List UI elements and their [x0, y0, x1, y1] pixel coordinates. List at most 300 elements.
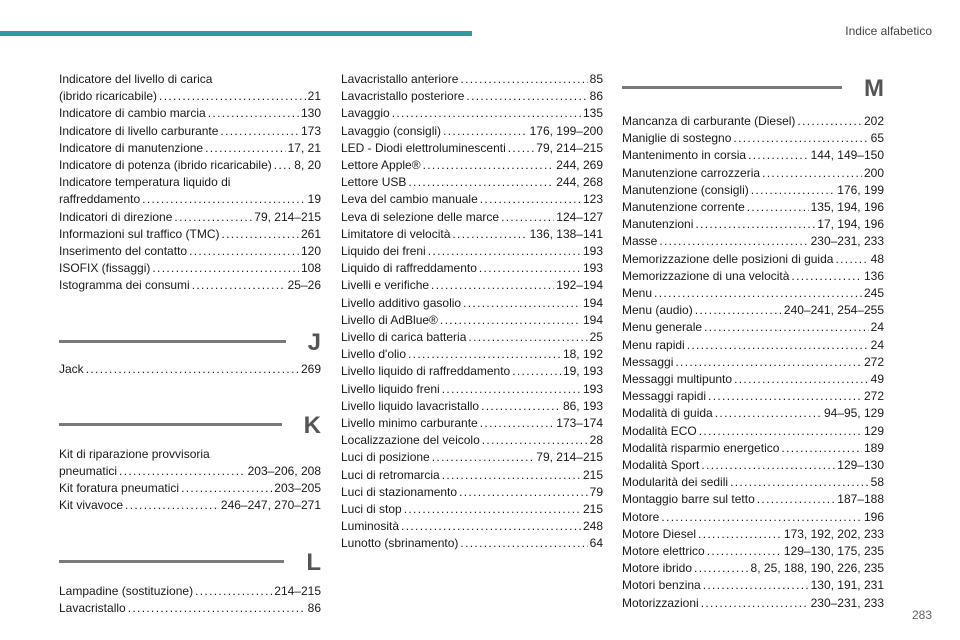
dot-leader	[480, 415, 555, 432]
index-entry-text: Luci di stazionamento	[341, 484, 458, 499]
index-entry	[622, 199, 884, 216]
index-entry-pages: 21	[307, 89, 321, 104]
index-entry	[59, 583, 321, 600]
index-entry-text: Modalità ECO	[622, 423, 697, 438]
dot-leader	[781, 440, 862, 457]
index-entry-text: Livello d'olio	[341, 347, 406, 362]
dot-leader	[195, 583, 272, 600]
index-entry-pages: 230–231, 233	[810, 234, 884, 249]
index-entry	[59, 209, 321, 226]
index-entry-row	[622, 457, 884, 474]
dot-leader	[443, 123, 528, 140]
index-entry	[59, 480, 321, 497]
header-accent-bar	[0, 31, 472, 36]
index-entry-row	[622, 268, 884, 285]
index-entry-row	[341, 105, 603, 122]
index-entry	[341, 329, 603, 346]
index-entry	[341, 381, 603, 398]
dot-leader	[695, 216, 815, 233]
index-entry-text: Lavaggio (consigli)	[341, 123, 442, 138]
dot-leader	[695, 302, 782, 319]
index-entry-row	[622, 113, 884, 130]
index-entry-pages: 245	[863, 286, 884, 301]
index-entry-row	[341, 415, 603, 432]
section-header-j	[59, 329, 321, 357]
index-entry	[341, 191, 603, 208]
index-entry	[622, 251, 884, 268]
index-entry	[59, 361, 321, 378]
index-entry-pages: 215	[582, 467, 603, 482]
dot-leader	[86, 361, 299, 378]
index-entry	[59, 446, 321, 480]
index-entry-pages: 269	[300, 361, 321, 376]
index-entry	[622, 491, 884, 508]
index-entry-row	[59, 157, 321, 174]
section-letter-l: L	[306, 548, 321, 576]
index-entry-row	[341, 140, 603, 157]
index-entry-pages: 129–130, 175, 235	[783, 544, 884, 559]
index-entry	[59, 277, 321, 294]
index-entry-pages: 136, 138–141	[529, 226, 603, 241]
index-entry-pages: 193	[582, 381, 603, 396]
index-entry-pages: 48	[870, 251, 884, 266]
index-entry-text: Maniglie di sostegno	[622, 131, 732, 146]
index-entry-text: Indicatori di direzione	[59, 209, 173, 224]
entries-k	[59, 446, 321, 515]
index-entry-text: Lavacristallo posteriore	[341, 89, 465, 104]
index-entry	[622, 113, 884, 130]
index-entry	[622, 543, 884, 560]
index-entry-text: Motorizzazioni	[622, 595, 699, 610]
index-entry-text: Mantenimento in corsia	[622, 148, 747, 163]
index-entry-pages: 25	[589, 330, 603, 345]
index-entry	[622, 440, 884, 457]
index-entry-pages: 8, 25, 188, 190, 226, 235	[750, 561, 884, 576]
index-column-2	[341, 71, 603, 553]
dot-leader	[466, 88, 587, 105]
dot-leader	[659, 233, 808, 250]
index-entry	[622, 354, 884, 371]
index-entry	[341, 140, 603, 157]
index-entry	[622, 147, 884, 164]
index-entry-pages: 244, 268	[556, 175, 603, 190]
index-entry	[341, 312, 603, 329]
index-entry-row	[622, 560, 884, 577]
index-entry-text: Menu	[622, 286, 653, 301]
index-entry-row	[341, 157, 603, 174]
index-entry	[341, 449, 603, 466]
index-entry-pages: 240–241, 254–255	[783, 303, 884, 318]
index-entry-row	[341, 209, 603, 226]
entries-j	[59, 361, 321, 378]
index-entry-row	[341, 329, 603, 346]
index-entry-row	[622, 577, 884, 594]
index-entry-pages: 135	[582, 106, 603, 121]
index-entry-text: Lettore Apple®	[341, 158, 421, 173]
index-entry	[341, 260, 603, 277]
dot-leader	[835, 251, 868, 268]
index-entry-pages: 79, 214–215	[536, 140, 603, 155]
index-entry-text-line: Indicatore del livello di carica	[59, 72, 213, 86]
index-entry-text: Livello additivo gasolio	[341, 295, 462, 310]
index-entry	[622, 577, 884, 594]
index-entry-text: Indicatore di manutenzione	[59, 140, 204, 155]
index-entry-text: pneumatici	[59, 464, 118, 479]
section-header-k	[59, 412, 321, 440]
index-entry-row	[59, 105, 321, 122]
index-entry	[341, 71, 603, 88]
index-entry	[622, 268, 884, 285]
index-entry-pages: 261	[300, 226, 321, 241]
index-entry-text: Memorizzazione delle posizioni di guida	[622, 251, 834, 266]
index-entry-pages: 25–26	[287, 278, 321, 293]
index-entry-text: Liquido dei freni	[341, 244, 426, 259]
index-entry-text: Manutenzione corrente	[622, 200, 745, 215]
dot-leader	[119, 463, 246, 480]
index-entry-text: Livello di AdBlue®	[341, 312, 438, 327]
index-entry-pages: 86	[307, 600, 321, 615]
index-entry-pages: 215	[582, 502, 603, 517]
dot-leader	[481, 398, 561, 415]
index-entry-pages: 120	[300, 244, 321, 259]
index-entry-row	[622, 233, 884, 250]
index-entry-pages: 248	[582, 519, 603, 534]
dot-leader	[192, 277, 286, 294]
dot-leader	[274, 157, 293, 174]
section-rule	[59, 423, 282, 426]
dot-leader	[508, 140, 535, 157]
index-entry-row	[341, 88, 603, 105]
index-entry-row	[341, 277, 603, 294]
index-entry-text: Menu (audio)	[622, 303, 693, 318]
index-entry-row	[341, 381, 603, 398]
index-entry	[622, 182, 884, 199]
index-entry-text: Manutenzione (consigli)	[622, 182, 749, 197]
dot-leader	[128, 600, 306, 617]
index-entry-pages: 108	[300, 261, 321, 276]
index-entry-text: Menu rapidi	[622, 337, 685, 352]
index-entry	[341, 501, 603, 518]
index-entry-pages: 187–188	[837, 492, 884, 507]
index-entry-text: Masse	[622, 234, 658, 249]
index-entry	[341, 226, 603, 243]
index-entry-pages: 244, 269	[556, 158, 603, 173]
index-entry	[59, 243, 321, 260]
index-entry	[622, 130, 884, 147]
index-entry	[59, 226, 321, 243]
index-entry-text: Motore elettrico	[622, 544, 705, 559]
index-entry-text: Modalità di guida	[622, 406, 713, 421]
dot-leader	[480, 191, 581, 208]
index-entry-row	[622, 165, 884, 182]
index-entry-row	[341, 449, 603, 466]
index-entry-text: Luci di retromarcia	[341, 467, 440, 482]
index-entry-text: Montaggio barre sul tetto	[622, 492, 755, 507]
index-entry	[622, 337, 884, 354]
index-entry	[341, 535, 603, 552]
dot-leader	[703, 577, 809, 594]
index-entry-pages: 79	[589, 484, 603, 499]
dot-leader	[205, 140, 286, 157]
index-entry-text: Messaggi multipunto	[622, 372, 733, 387]
index-entry-row	[622, 423, 884, 440]
dot-leader	[468, 329, 587, 346]
dot-leader	[694, 560, 749, 577]
index-entry-row	[622, 440, 884, 457]
dot-leader	[174, 209, 252, 226]
index-entry	[341, 209, 603, 226]
index-entry-row	[341, 535, 603, 552]
dot-leader	[747, 199, 809, 216]
index-entry	[622, 233, 884, 250]
index-entry-pages: 86, 193	[562, 398, 603, 413]
index-entry-text: Lettore USB	[341, 175, 407, 190]
index-entry-row	[341, 123, 603, 140]
index-entry	[341, 415, 603, 432]
index-entry-text: Luci di stop	[341, 502, 402, 517]
index-entry-text: Lampadine (sostituzione)	[59, 583, 194, 598]
index-entry-row	[59, 583, 321, 600]
index-entry-pages: 272	[863, 354, 884, 369]
index-entry-row	[622, 147, 884, 164]
index-entry-pages: 192–194	[556, 278, 603, 293]
dot-leader	[512, 363, 561, 380]
index-entry-text: Livello minimo carburante	[341, 416, 478, 431]
index-entry-text: Manutenzioni	[622, 217, 694, 232]
index-entry-row	[622, 216, 884, 233]
index-entry-text: Motore Diesel	[622, 526, 697, 541]
index-entry-pages: 64	[589, 536, 603, 551]
entries-l	[59, 583, 321, 617]
index-entry-text: Lavacristallo	[59, 600, 126, 615]
index-entry-pages: 176, 199–200	[529, 123, 603, 138]
dot-leader	[501, 209, 554, 226]
index-entry-row	[59, 260, 321, 277]
dot-leader	[460, 535, 587, 552]
index-entry-row	[341, 226, 603, 243]
index-entry-text: Lavaggio	[341, 106, 390, 121]
index-entry	[622, 423, 884, 440]
index-entry-text: Mancanza di carburante (Diesel)	[622, 114, 796, 128]
index-entry	[341, 277, 603, 294]
dot-leader	[757, 491, 836, 508]
dot-leader	[704, 319, 869, 336]
index-entry	[59, 174, 321, 208]
index-entry-pages: 189	[863, 440, 884, 455]
dot-leader	[708, 388, 862, 405]
dot-leader	[401, 518, 581, 535]
index-entry-row	[341, 346, 603, 363]
dot-leader	[208, 105, 299, 122]
dot-leader	[221, 226, 298, 243]
dot-leader	[707, 543, 782, 560]
index-entry	[622, 509, 884, 526]
index-entry-text: Modalità risparmio energetico	[622, 440, 780, 455]
index-entry-row	[59, 140, 321, 157]
index-entry-text: Indicatore di potenza (ibrido ricaricabile)	[59, 158, 272, 173]
dot-leader	[701, 595, 809, 612]
index-entry	[59, 600, 321, 617]
index-entry-row	[622, 182, 884, 199]
index-entry	[622, 302, 884, 319]
index-entry-row	[341, 71, 603, 88]
index-entry-text: Inserimento del contatto	[59, 244, 188, 259]
index-entry-row	[341, 260, 603, 277]
index-entry-text: Lavacristallo anteriore	[341, 72, 459, 86]
dot-leader	[762, 165, 862, 182]
index-entry-row	[59, 191, 321, 208]
index-entry-pages: 123	[582, 192, 603, 207]
dot-leader	[181, 480, 272, 497]
index-entry-row	[341, 398, 603, 415]
dot-leader	[791, 268, 862, 285]
index-entry-text: Kit foratura pneumatici	[59, 481, 180, 496]
index-entry	[622, 319, 884, 336]
dot-leader	[699, 423, 862, 440]
index-entry-pages: 193	[582, 244, 603, 259]
index-entry-pages: 173–174	[556, 416, 603, 431]
index-entry-text: Leva del cambio manuale	[341, 192, 478, 207]
section-rule	[59, 340, 286, 343]
index-entry-pages: 19, 193	[562, 364, 603, 379]
index-entry-text: Livelli e verifiche	[341, 278, 430, 293]
dot-leader	[408, 346, 561, 363]
index-entry-row	[622, 285, 884, 302]
index-entry-text: Liquido di raffreddamento	[341, 261, 477, 276]
dot-leader	[734, 371, 869, 388]
dot-leader	[463, 295, 581, 312]
index-entry-row	[622, 337, 884, 354]
index-entry-row	[622, 405, 884, 422]
index-entry-pages: 79, 214–215	[536, 450, 603, 465]
dot-leader	[675, 354, 862, 371]
index-entry-row	[341, 174, 603, 191]
index-entry	[341, 432, 603, 449]
index-entry-text: raffreddamento	[59, 192, 141, 207]
index-entry-row	[622, 354, 884, 371]
index-entry-text: Memorizzazione di una velocità	[622, 268, 790, 283]
index-entry-pages: 272	[863, 389, 884, 404]
index-entry	[622, 405, 884, 422]
dot-leader	[751, 182, 836, 199]
index-entry-pages: 230–231, 233	[810, 595, 884, 610]
page-header-title: Indice alfabetico	[845, 24, 932, 38]
index-entry-pages: 130	[300, 106, 321, 121]
index-entry-text-line: Kit di riparazione provvisoria	[59, 446, 210, 461]
index-entry	[341, 518, 603, 535]
index-entry-text: Livello liquido freni	[341, 381, 440, 396]
index-entry-row	[622, 509, 884, 526]
dot-leader	[432, 449, 535, 466]
index-entry-row	[622, 388, 884, 405]
index-entry-pages: 28	[589, 433, 603, 448]
dot-leader	[392, 105, 581, 122]
index-entry-pages: 130, 191, 231	[810, 578, 884, 593]
dot-leader	[701, 457, 835, 474]
index-entry-pages: 135, 194, 196	[810, 200, 884, 215]
dot-leader	[460, 71, 587, 88]
index-entry-text: Manutenzione carrozzeria	[622, 165, 761, 180]
index-entry-row	[622, 130, 884, 147]
index-entry-text: (ibrido ricaricabile)	[59, 89, 158, 104]
index-entry-row	[59, 361, 321, 378]
index-entry-row	[622, 474, 884, 491]
index-entry-pages: 18, 192	[562, 347, 603, 362]
dot-leader	[159, 88, 306, 105]
index-column-1	[59, 71, 321, 617]
index-entry-row	[59, 463, 321, 480]
index-entry-row	[341, 243, 603, 260]
index-entry-text-line: Indicatore temperatura liquido di	[59, 175, 231, 190]
section-header-l	[59, 549, 321, 577]
dot-leader	[440, 312, 581, 329]
index-entry-pages: 79, 214–215	[254, 209, 321, 224]
dot-leader	[661, 509, 862, 526]
dot-leader	[408, 174, 554, 191]
index-entry	[341, 243, 603, 260]
page-number: 283	[911, 608, 932, 622]
index-entry-text: Jack	[59, 361, 84, 376]
index-entry-row	[622, 302, 884, 319]
index-entry-pages: 129–130	[837, 458, 884, 473]
index-entry-pages: 86	[589, 89, 603, 104]
index-entry-row	[341, 295, 603, 312]
index-entry	[622, 474, 884, 491]
dot-leader	[452, 226, 527, 243]
index-entry	[59, 140, 321, 157]
index-entry	[341, 398, 603, 415]
index-entry-row	[341, 501, 603, 518]
index-entry-row	[341, 484, 603, 501]
index-entry-text: Leva di selezione delle marce	[341, 209, 500, 224]
index-entry-pages: 193	[582, 261, 603, 276]
index-entry-row	[341, 432, 603, 449]
index-entry	[341, 467, 603, 484]
section-letter-k: K	[303, 411, 321, 439]
dot-leader	[733, 130, 868, 147]
index-entry-row	[59, 88, 321, 105]
index-entry-pages: 124–127	[556, 209, 603, 224]
index-entry	[59, 157, 321, 174]
index-entry-text: Luci di posizione	[341, 450, 430, 465]
index-entry-pages: 203–205	[274, 481, 321, 496]
index-entry-pages: 19	[307, 192, 321, 207]
index-entry-pages: 49	[870, 372, 884, 387]
dot-leader	[125, 497, 219, 514]
index-entry-text: Kit vivavoce	[59, 498, 124, 513]
section-rule	[59, 560, 284, 563]
index-entry-text: Istogramma dei consumi	[59, 278, 190, 293]
index-entry-pages: 202	[863, 114, 884, 128]
index-entry-pages: 176, 199	[837, 182, 884, 197]
dot-leader	[442, 467, 581, 484]
index-entry	[341, 484, 603, 501]
index-entry-row	[622, 595, 884, 612]
index-entry-row	[59, 123, 321, 140]
index-entry-text: Motore	[622, 509, 660, 524]
index-entry-pages: 85	[589, 72, 603, 86]
index-entry	[341, 174, 603, 191]
index-entry-pages: 94–95, 129	[823, 406, 884, 421]
dot-leader	[730, 474, 869, 491]
index-entry-row	[59, 226, 321, 243]
dot-leader	[442, 381, 581, 398]
index-entry-text: Localizzazione del veicolo	[341, 433, 480, 448]
index-entry-text: Livello di carica batteria	[341, 330, 467, 345]
index-entry-pages: 65	[870, 131, 884, 146]
index-entry-pages: 24	[870, 337, 884, 352]
dot-leader	[797, 113, 862, 130]
